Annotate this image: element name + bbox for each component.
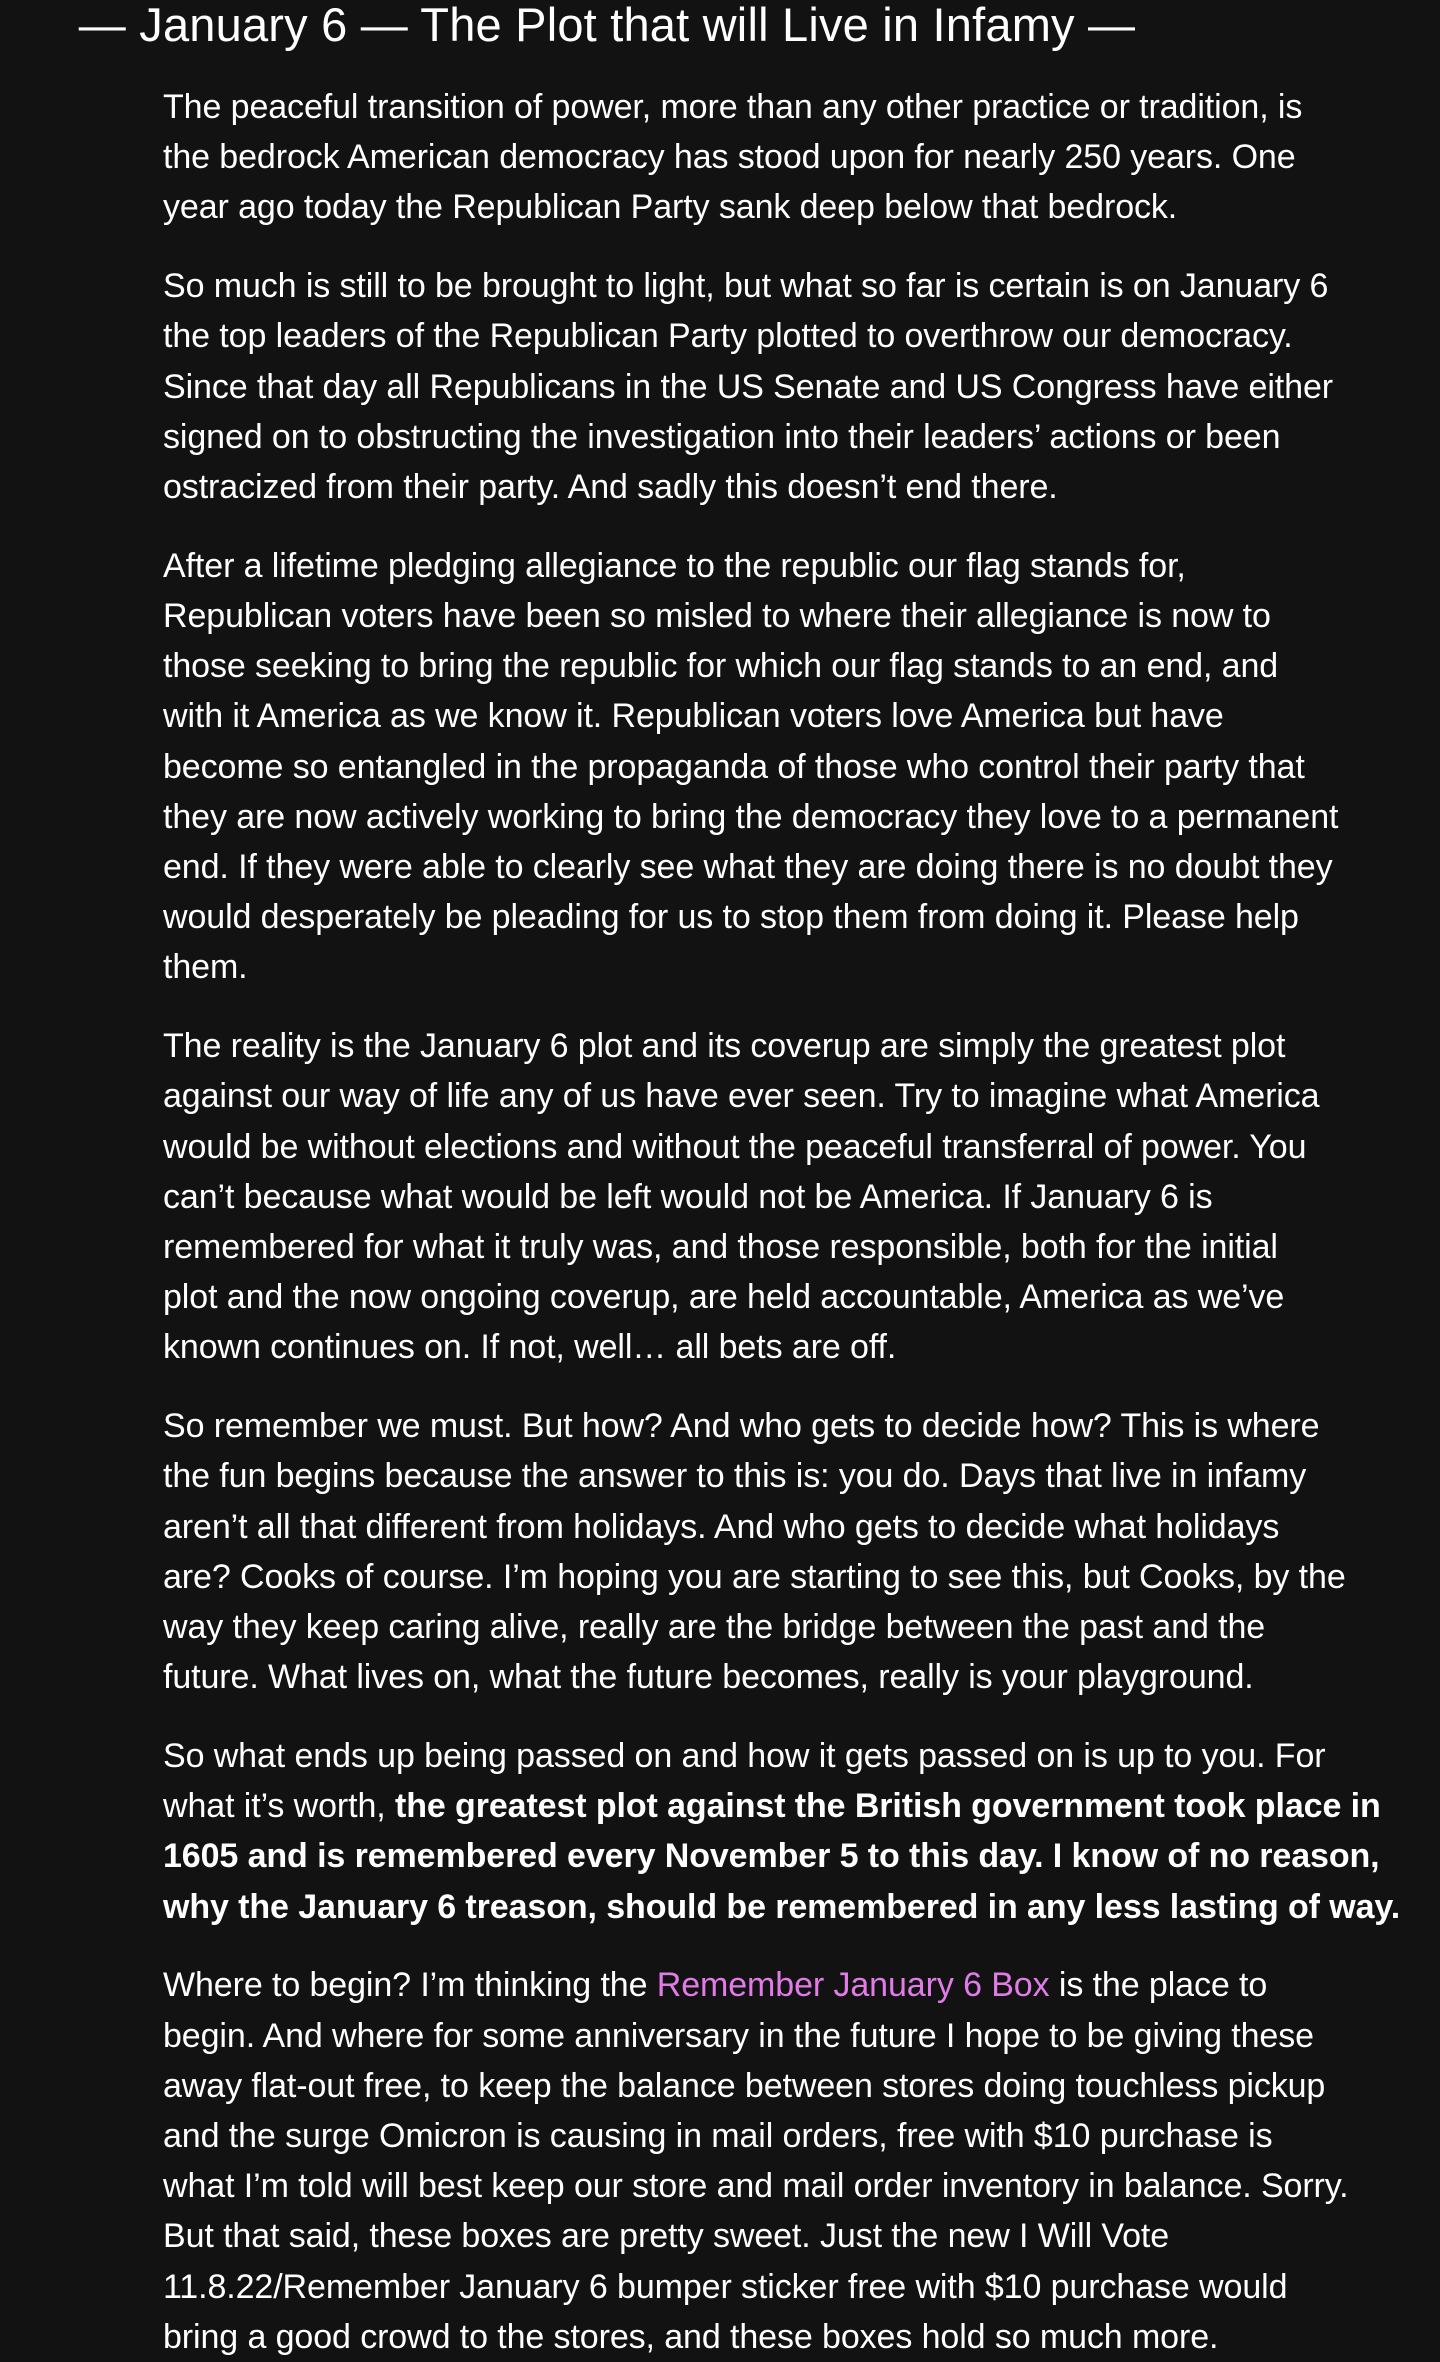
paragraph-line: and the surge Omicron is causing in mail orders, free with $10 purchase is [163,2117,1273,2156]
paragraph-line: ostracized from their party. And sadly this doesn’t end there. [163,468,1058,507]
paragraph-line: those seeking to bring the republic for which our flag stands to an end, and [163,647,1279,686]
paragraph-line: 11.8.22/Remember January 6 bumper sticker free with $10 purchase would [163,2267,1288,2306]
paragraph-remember [163,1401,1378,1702]
paragraph-where-to-begin [163,1960,1378,2362]
paragraph-line: can’t because what would be left would not be America. If January 6 is [163,1177,1213,1216]
bold-text: why the January 6 treason, should be remembered in any less lasting of way. [163,1887,1401,1926]
plain-text: Where to begin? I’m thinking the [163,1966,657,2005]
article-title: — January 6 — The Plot that will Live in Infamy — [78,0,1136,51]
paragraph-line: the fun begins because the answer to this is: you do. Days that live in infamy [163,1457,1307,1496]
paragraph-line: the bedrock American democracy has stood upon for nearly 250 years. One [163,138,1296,177]
paragraph-line: plot and the now ongoing coverup, are held accountable, America as we’ve [163,1278,1285,1317]
paragraph-line: begin. And where for some anniversary in the future I hope to be giving these [163,2016,1314,2055]
paragraph-plot-overthrow [163,261,1378,512]
paragraph-passed-on [163,1731,1401,1932]
paragraph-line: The reality is the January 6 plot and its coverup are simply the greatest plot [163,1027,1286,1066]
paragraph-line: Since that day all Republicans in the US Senate and US Congress have either [163,367,1333,406]
paragraph-line: aren’t all that different from holidays. And who gets to decide what holidays [163,1507,1280,1546]
paragraph-line: become so entangled in the propaganda of those who control their party that [163,747,1305,786]
paragraph-line: year ago today the Republican Party sank deep below that bedrock. [163,188,1178,227]
plain-text: what it’s worth, [163,1787,395,1826]
paragraph-line: So remember we must. But how? And who gets to decide how? This is where [163,1407,1320,1446]
paragraph-line: what I’m told will best keep our store and mail order inventory in balance. Sorry. [163,2167,1349,2206]
paragraph-line: way they keep caring alive, really are the bridge between the past and the [163,1608,1266,1647]
paragraph-line: So what ends up being passed on and how it gets passed on is up to you. For [163,1737,1326,1776]
paragraph-peaceful-transition [163,82,1378,233]
remember-january-6-box-link[interactable]: Remember January 6 Box [656,1966,1050,2005]
paragraph-line: them. [163,948,248,987]
paragraph-line [163,1882,1401,1932]
paragraph-allegiance [163,541,1378,993]
bold-text: 1605 and is remembered every November 5 to this day. I know of no reason, [163,1837,1380,1876]
paragraph-line: signed on to obstructing the investigation into their leaders’ actions or been [163,417,1281,456]
paragraph-line: end. If they were able to clearly see what they are doing there is no doubt they [163,848,1333,887]
paragraph-line [163,1831,1378,1881]
paragraph-line: known continues on. If not, well… all bets are off. [163,1328,897,1367]
paragraph-line: So much is still to be brought to light, but what so far is certain is on January 6 [163,267,1329,306]
paragraph-line: against our way of life any of us have ever seen. Try to imagine what America [163,1077,1320,1116]
bold-text: the greatest plot against the British government took place in [394,1787,1381,1826]
paragraph-line: would desperately be pleading for us to stop them from doing it. Please help [163,898,1299,937]
paragraph-line [163,1781,1381,1831]
article-body [163,82,1401,2362]
paragraph-reality [163,1021,1378,1372]
paragraph-line: future. What lives on, what the future becomes, really is your playground. [163,1658,1254,1697]
paragraph-line [163,1960,1378,2010]
plain-text: is the place to [1049,1966,1268,2005]
paragraph-line: Republican voters have been so misled to where their allegiance is now to [163,597,1271,636]
paragraph-line: the top leaders of the Republican Party plotted to overthrow our democracy. [163,317,1293,356]
paragraph-line: bring a good crowd to the stores, and these boxes hold so much more. [163,2317,1219,2356]
paragraph-line: The peaceful transition of power, more than any other practice or tradition, is [163,88,1303,126]
paragraph-line: are? Cooks of course. I’m hoping you are starting to see this, but Cooks, by the [163,1557,1346,1596]
paragraph-line: would be without elections and without the peaceful transferral of power. You [163,1127,1307,1166]
paragraph-line: with it America as we know it. Republican voters love America but have [163,697,1224,736]
paragraph-line: away flat-out free, to keep the balance between stores doing touchless pickup [163,2066,1326,2105]
paragraph-line: After a lifetime pledging allegiance to the republic our flag stands for, [163,546,1186,585]
paragraph-line: they are now actively working to bring the democracy they love to a permanent [163,797,1339,836]
paragraph-line: remembered for what it truly was, and those responsible, both for the initial [163,1228,1278,1267]
paragraph-line: But that said, these boxes are pretty sweet. Just the new I Will Vote [163,2217,1170,2256]
